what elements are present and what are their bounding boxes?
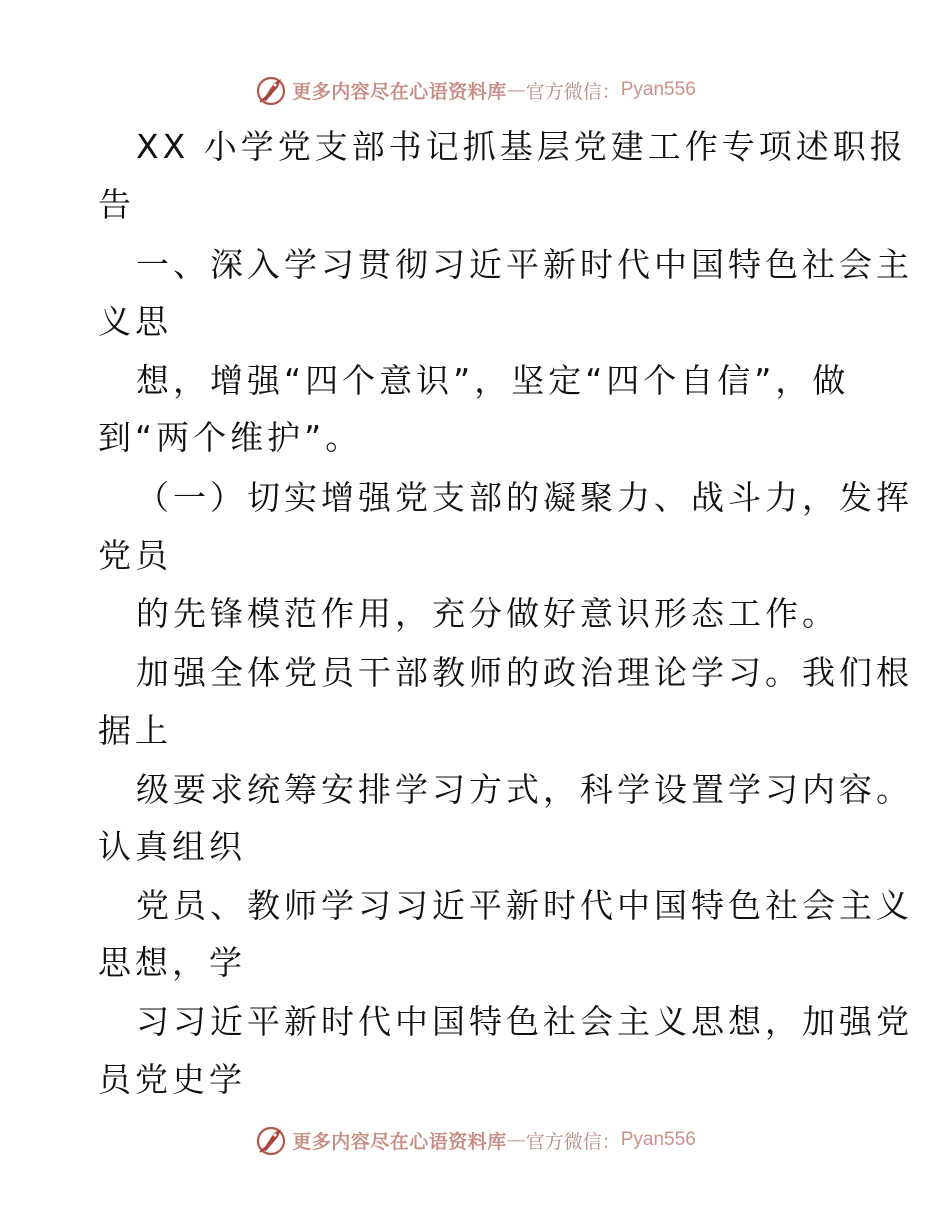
text-line: 级要求统筹安排学习方式，科学设置学习内容。 — [136, 770, 913, 809]
watermark-wechat-id: Pyan556 — [620, 1129, 696, 1150]
watermark-banner-bottom — [0, 1120, 950, 1160]
watermark-dash: — — [506, 79, 526, 101]
text-line: 党员、教师学习习近平新时代中国特色社会主义 — [136, 886, 913, 925]
text-line: （一）切实增强党支部的凝聚力、战斗力，发挥 — [136, 478, 913, 517]
text-line: 认真组织 — [98, 827, 246, 866]
watermark-label: 官方微信： — [525, 1130, 621, 1153]
text-line: 义思 — [98, 302, 172, 341]
text-line: 一、深入学习贯彻习近平新时代中国特色社会主 — [136, 245, 913, 284]
text-line: 的先锋模范作用，充分做好意识形态工作。 — [136, 594, 839, 633]
pen-nib-circle-icon — [254, 1123, 288, 1157]
watermark-site-text: 更多内容尽在心语资料库 — [292, 1130, 507, 1153]
text-line: 加强全体党员干部教师的政治理论学习。我们根 — [136, 653, 913, 692]
document-title-line-2: 告 — [98, 185, 135, 224]
text-line: 思想，学 — [98, 943, 246, 982]
watermark-dash: — — [506, 1129, 526, 1151]
text-line: 到“两个维护”。 — [98, 418, 363, 457]
text-line: 据上 — [98, 711, 172, 750]
text-line: 党员 — [98, 536, 172, 575]
text-line: 员党史学 — [98, 1060, 246, 1099]
pen-nib-circle-icon — [254, 73, 288, 107]
watermark-site-text: 更多内容尽在心语资料库 — [292, 80, 507, 103]
text-line: 想，增强“四个意识”，坚定“四个自信”，做 — [136, 361, 850, 400]
document-title-line-1: XX 小学党支部书记抓基层党建工作专项述职报 — [136, 127, 907, 166]
watermark-banner-top — [0, 70, 950, 110]
text-line: 习习近平新时代中国特色社会主义思想，加强党 — [136, 1002, 913, 1041]
watermark-label: 官方微信： — [525, 80, 621, 103]
watermark-wechat-id: Pyan556 — [620, 79, 696, 100]
